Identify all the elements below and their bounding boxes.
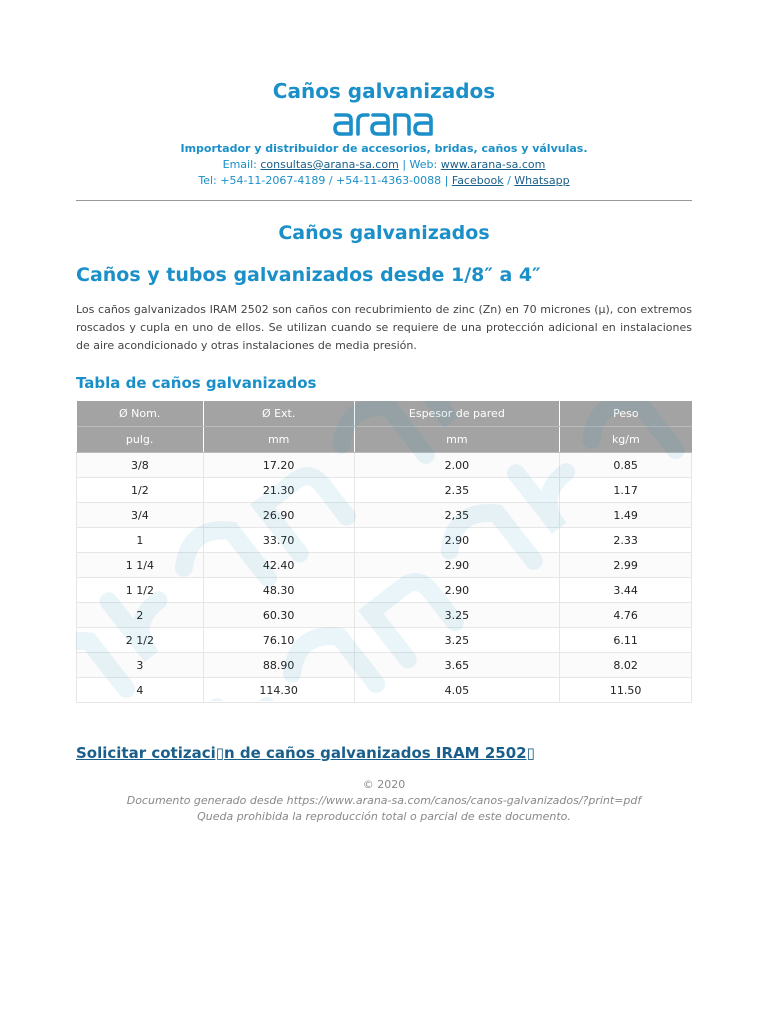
cell-nominal: 3/8: [77, 453, 204, 478]
cell-weight: 8.02: [560, 653, 692, 678]
cell-nominal: 4: [77, 678, 204, 703]
cell-external: 33.70: [203, 528, 354, 553]
unit-nominal: pulg.: [77, 427, 204, 453]
cell-external: 114.30: [203, 678, 354, 703]
cell-weight: 4.76: [560, 603, 692, 628]
cell-external: 21.30: [203, 478, 354, 503]
separator: |: [402, 158, 407, 171]
tagline: Importador y distribuidor de accesorios, bridas, caños y válvulas.: [180, 142, 588, 155]
generated-from: Documento generado desde https://www.arana-sa.com/canos/canos-galvanizados/?print=pdf: [126, 794, 642, 807]
document-header: [0, 0, 768, 188]
email-link[interactable]: consultas@arana-sa.com: [260, 158, 399, 171]
cell-external: 88.90: [203, 653, 354, 678]
cell-thickness: 2.35: [354, 478, 560, 503]
slash-separator: /: [507, 174, 511, 187]
cell-thickness: 3.25: [354, 628, 560, 653]
cell-thickness: 2.90: [354, 578, 560, 603]
header-thickness: Espesor de pared: [354, 401, 560, 427]
table-row: [77, 528, 692, 553]
cell-thickness: 3.25: [354, 603, 560, 628]
table-row: [77, 503, 692, 528]
table-row: [77, 678, 692, 703]
email-label: Email:: [222, 158, 257, 171]
document-footer: [0, 777, 768, 825]
table-row: [77, 653, 692, 678]
cell-nominal: 1: [77, 528, 204, 553]
table-row: [77, 553, 692, 578]
header-nominal: Ø Nom.: [77, 401, 204, 427]
unit-thickness: mm: [354, 427, 560, 453]
quote-request: [76, 743, 692, 763]
cell-external: 17.20: [203, 453, 354, 478]
cell-thickness: 4.05: [354, 678, 560, 703]
cell-weight: 11.50: [560, 678, 692, 703]
table-row: [77, 603, 692, 628]
unit-weight: kg/m: [560, 427, 692, 453]
web-label: Web:: [409, 158, 438, 171]
site-title: Caños galvanizados: [272, 79, 496, 103]
contact-phones: [0, 174, 768, 188]
main-heading: Caños y tubos galvanizados desde 1/8″ a 4″: [76, 264, 541, 286]
cell-nominal: 1/2: [77, 478, 204, 503]
header-divider: [76, 200, 692, 201]
cell-weight: 0.85: [560, 453, 692, 478]
copyright: © 2020: [362, 778, 406, 791]
cell-external: 76.10: [203, 628, 354, 653]
cell-weight: 2.99: [560, 553, 692, 578]
table-row: [77, 578, 692, 603]
cell-weight: 1.49: [560, 503, 692, 528]
page-heading: Caños galvanizados: [278, 222, 490, 244]
cell-external: 60.30: [203, 603, 354, 628]
header-weight: Peso: [560, 401, 692, 427]
cell-thickness: 2.90: [354, 528, 560, 553]
cell-thickness: 2.90: [354, 553, 560, 578]
cell-weight: 1.17: [560, 478, 692, 503]
table-row: [77, 453, 692, 478]
web-link[interactable]: www.arana-sa.com: [440, 158, 546, 171]
separator: |: [444, 174, 449, 187]
cell-nominal: 3/4: [77, 503, 204, 528]
intro-paragraph: Los caños galvanizados IRAM 2502 son caños con recubrimiento de zinc (Zn) en 70 micrones (µ), con extremos roscados y cupla en uno de ellos. Se utilizan cuando se requiere de una protección adicional en instalaciones de aire acondicionado y otras instalaciones de media presión.: [76, 303, 692, 352]
cell-nominal: 1 1/4: [77, 553, 204, 578]
table-header-row: [77, 401, 692, 427]
table-row: [77, 478, 692, 503]
arana-logo: [332, 106, 436, 138]
cell-nominal: 2: [77, 603, 204, 628]
cell-nominal: 2 1/2: [77, 628, 204, 653]
phone-numbers: Tel: +54-11-2067-4189 / +54-11-4363-0088: [198, 174, 442, 187]
table-row: [77, 628, 692, 653]
cell-weight: 2.33: [560, 528, 692, 553]
cell-thickness: 3.65: [354, 653, 560, 678]
header-external: Ø Ext.: [203, 401, 354, 427]
facebook-link[interactable]: Facebook: [451, 174, 504, 187]
cell-thickness: 2,35: [354, 503, 560, 528]
cell-nominal: 3: [77, 653, 204, 678]
pipe-table-wrapper: [76, 401, 692, 703]
cell-external: 26.90: [203, 503, 354, 528]
pipe-table: [76, 401, 692, 703]
table-title: Tabla de caños galvanizados: [76, 374, 317, 392]
table-units-row: [77, 427, 692, 453]
cell-nominal: 1 1/2: [77, 578, 204, 603]
whatsapp-link[interactable]: Whatsapp: [514, 174, 570, 187]
cell-weight: 3.44: [560, 578, 692, 603]
unit-external: mm: [203, 427, 354, 453]
quote-request-link[interactable]: Solicitar cotizaci▯n de caños galvanizados IRAM 2502▯: [76, 744, 535, 762]
cell-external: 42.40: [203, 553, 354, 578]
cell-weight: 6.11: [560, 628, 692, 653]
contact-email-web: [0, 158, 768, 172]
cell-thickness: 2.00: [354, 453, 560, 478]
cell-external: 48.30: [203, 578, 354, 603]
reproduction-notice: Queda prohibida la reproducción total o parcial de este documento.: [197, 810, 571, 823]
